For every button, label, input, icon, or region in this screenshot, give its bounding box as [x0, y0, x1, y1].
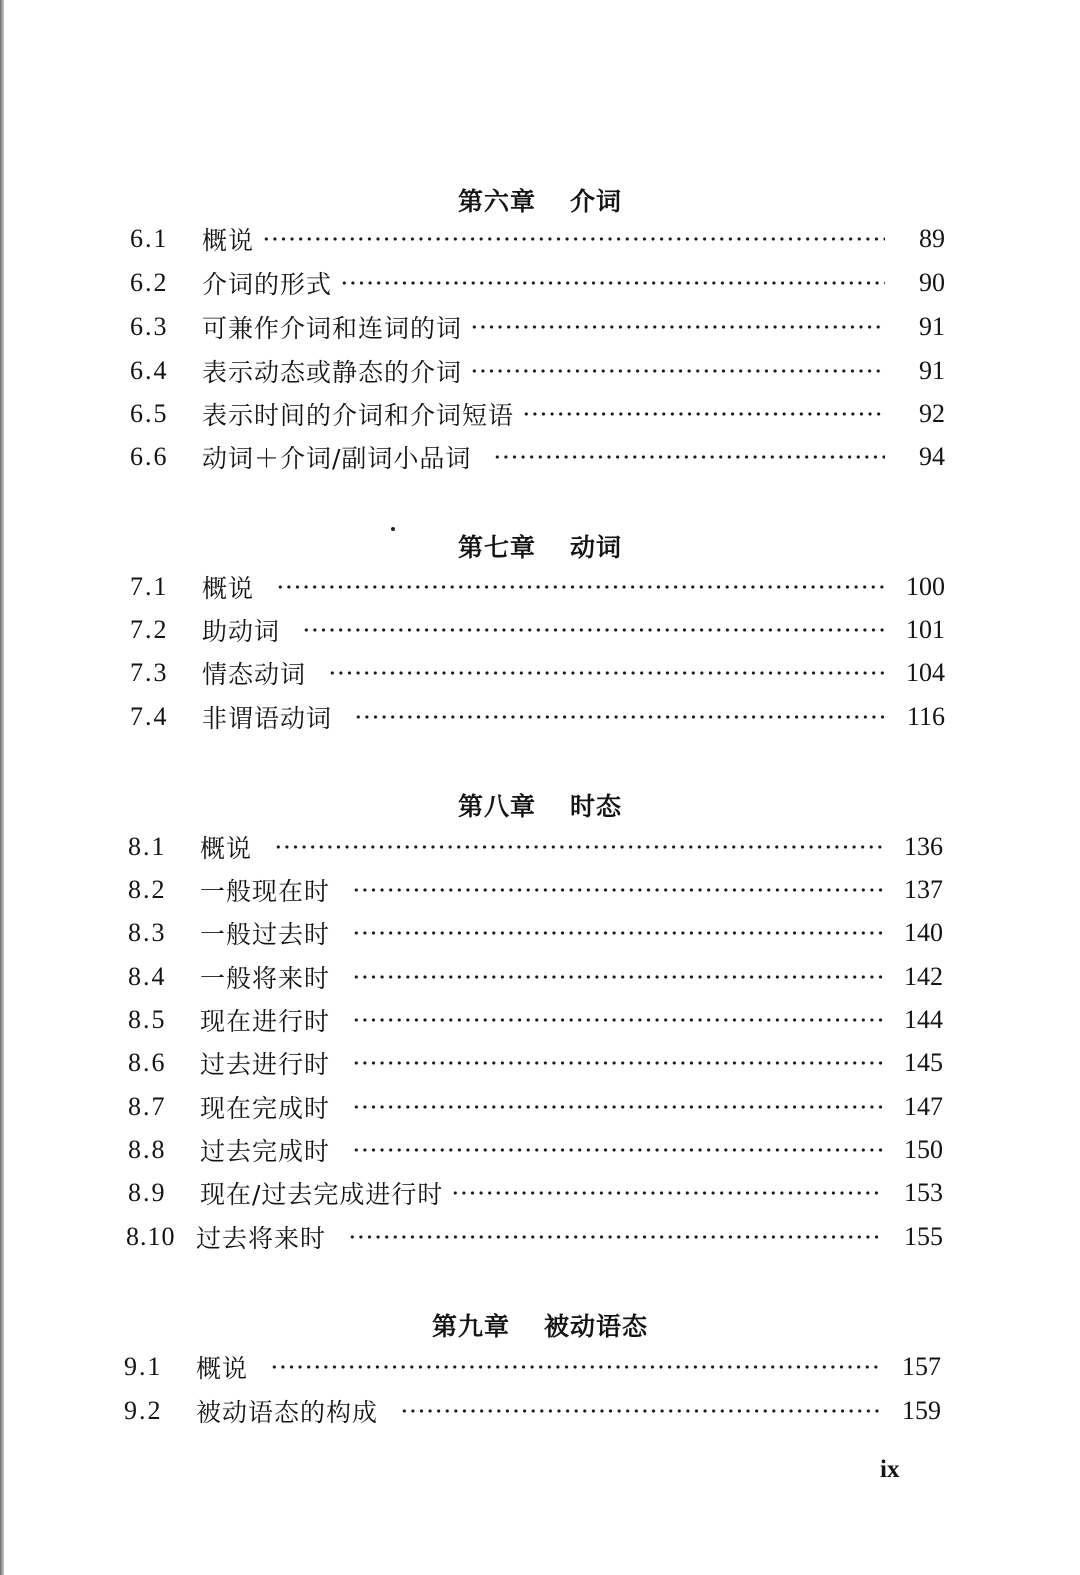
section-number: 7.1	[130, 572, 169, 601]
section-number: 6.4	[130, 356, 169, 385]
dot-leader	[470, 364, 885, 378]
toc-entry[interactable]	[128, 830, 943, 864]
page-number: 101	[906, 615, 945, 644]
dot-leader	[493, 450, 885, 464]
toc-entry[interactable]	[128, 916, 943, 950]
page-number: 150	[904, 1135, 943, 1164]
section-title: 助动词	[202, 617, 281, 646]
section-number: 6.6	[130, 442, 169, 471]
dot-leader	[352, 1056, 883, 1070]
section-number: 9.1	[124, 1352, 163, 1381]
dot-leader	[451, 1186, 883, 1200]
chapter-number: 第九章	[431, 1312, 510, 1341]
page-number: 137	[904, 875, 943, 904]
toc-entry[interactable]	[126, 1220, 943, 1254]
page-number: 91	[919, 312, 945, 341]
section-title: 一般过去时	[200, 920, 331, 949]
chapter-subject: 被动语态	[544, 1312, 649, 1341]
chapter-number: 第七章	[457, 533, 536, 562]
section-number: 8.2	[128, 875, 167, 904]
section-title: 表示动态或静态的介词	[202, 358, 463, 387]
dot-leader	[348, 1230, 883, 1244]
chapter-heading	[0, 528, 1080, 564]
section-title: 概说	[196, 1354, 249, 1383]
toc-entry[interactable]	[130, 222, 945, 256]
dot-leader	[340, 276, 885, 290]
section-title: 现在完成时	[200, 1094, 331, 1123]
section-number: 8.3	[128, 918, 167, 947]
toc-entry[interactable]	[128, 960, 943, 994]
dot-leader	[274, 840, 883, 854]
section-title: 一般将来时	[200, 964, 331, 993]
section-number: 6.3	[130, 312, 169, 341]
toc-entry[interactable]	[128, 1090, 943, 1124]
section-number: 7.4	[130, 702, 169, 731]
section-title: 表示时间的介词和介词短语	[202, 401, 515, 430]
toc-entry[interactable]	[124, 1350, 941, 1384]
section-number: 8.1	[128, 832, 167, 861]
dot-leader	[276, 580, 885, 594]
dot-leader	[352, 926, 883, 940]
page-number: 142	[904, 962, 943, 991]
toc-entry[interactable]	[128, 873, 943, 907]
page-folio: ix	[880, 1456, 900, 1483]
toc-entry[interactable]	[130, 700, 945, 734]
section-title: 过去将来时	[196, 1224, 327, 1253]
dot-leader	[262, 232, 885, 246]
section-title: 被动语态的构成	[196, 1398, 379, 1427]
page-number: 155	[904, 1222, 943, 1251]
toc-entry[interactable]	[128, 1003, 943, 1037]
section-number: 6.2	[130, 268, 169, 297]
toc-entry[interactable]	[130, 656, 945, 690]
toc-entry[interactable]	[128, 1046, 943, 1080]
dot-leader	[354, 710, 885, 724]
chapter-subject: 介词	[570, 187, 623, 216]
dot-leader	[400, 1404, 881, 1418]
section-number: 6.1	[130, 224, 169, 253]
section-title: 动词＋介词/副词小品词	[202, 444, 472, 473]
page-number: 136	[904, 832, 943, 861]
page-number: 157	[902, 1352, 941, 1381]
dot-leader	[352, 883, 883, 897]
dot-leader	[328, 666, 885, 680]
dot-leader	[352, 1013, 883, 1027]
chapter-number: 第八章	[457, 792, 536, 821]
toc-entry[interactable]	[130, 266, 945, 300]
page-number: 116	[906, 702, 945, 731]
section-number: 9.2	[124, 1396, 163, 1425]
toc-entry[interactable]	[130, 354, 945, 388]
toc-entry[interactable]	[130, 440, 945, 474]
toc-entry[interactable]	[124, 1394, 941, 1428]
chapter-heading	[0, 182, 1080, 218]
section-number: 8.6	[128, 1048, 167, 1077]
dot-leader	[270, 1360, 881, 1374]
section-title: 现在/过去完成进行时	[200, 1180, 444, 1209]
section-number: 8.4	[128, 962, 167, 991]
toc-entry[interactable]	[130, 397, 945, 431]
section-number: 7.3	[130, 658, 169, 687]
dot-leader	[302, 623, 885, 637]
chapter-number: 第六章	[457, 187, 536, 216]
toc-entry[interactable]	[130, 570, 945, 604]
section-number: 8.10	[126, 1222, 176, 1251]
page-number: 100	[906, 572, 945, 601]
dot-leader	[470, 320, 885, 334]
section-title: 一般现在时	[200, 877, 331, 906]
toc-entry[interactable]	[128, 1133, 943, 1167]
page-number: 91	[919, 356, 945, 385]
section-title: 可兼作介词和连词的词	[202, 314, 463, 343]
section-number: 8.8	[128, 1135, 167, 1164]
section-title: 介词的形式	[202, 270, 333, 299]
chapter-subject: 动词	[570, 533, 623, 562]
toc-entry[interactable]	[128, 1176, 943, 1210]
page-number: 92	[919, 399, 945, 428]
section-title: 现在进行时	[200, 1007, 331, 1036]
page-number: 104	[906, 658, 945, 687]
section-title: 概说	[202, 574, 255, 603]
page-number: 159	[902, 1396, 941, 1425]
section-title: 情态动词	[202, 660, 307, 689]
section-title: 过去进行时	[200, 1050, 331, 1079]
dot-leader	[352, 970, 883, 984]
section-number: 8.9	[128, 1178, 167, 1207]
section-number: 7.2	[130, 615, 169, 644]
page-number: 89	[919, 224, 945, 253]
chapter-heading	[0, 1307, 1080, 1343]
toc-entry[interactable]	[130, 310, 945, 344]
chapter-heading	[0, 787, 1080, 823]
toc-entry[interactable]	[130, 613, 945, 647]
page-number: 90	[919, 268, 945, 297]
section-title: 概说	[200, 834, 253, 863]
dot-leader	[352, 1100, 883, 1114]
dot-leader	[352, 1143, 883, 1157]
page-number: 145	[904, 1048, 943, 1077]
dot-leader	[522, 407, 885, 421]
page-number: 144	[904, 1005, 943, 1034]
section-title: 过去完成时	[200, 1137, 331, 1166]
section-number: 8.5	[128, 1005, 167, 1034]
chapter-subject: 时态	[570, 792, 623, 821]
section-number: 8.7	[128, 1092, 167, 1121]
section-title: 概说	[202, 226, 255, 255]
page-number: 147	[904, 1092, 943, 1121]
section-title: 非谓语动词	[202, 704, 333, 733]
page-number: 140	[904, 918, 943, 947]
section-number: 6.5	[130, 399, 169, 428]
page-number: 94	[919, 442, 945, 471]
page-number: 153	[904, 1178, 943, 1207]
